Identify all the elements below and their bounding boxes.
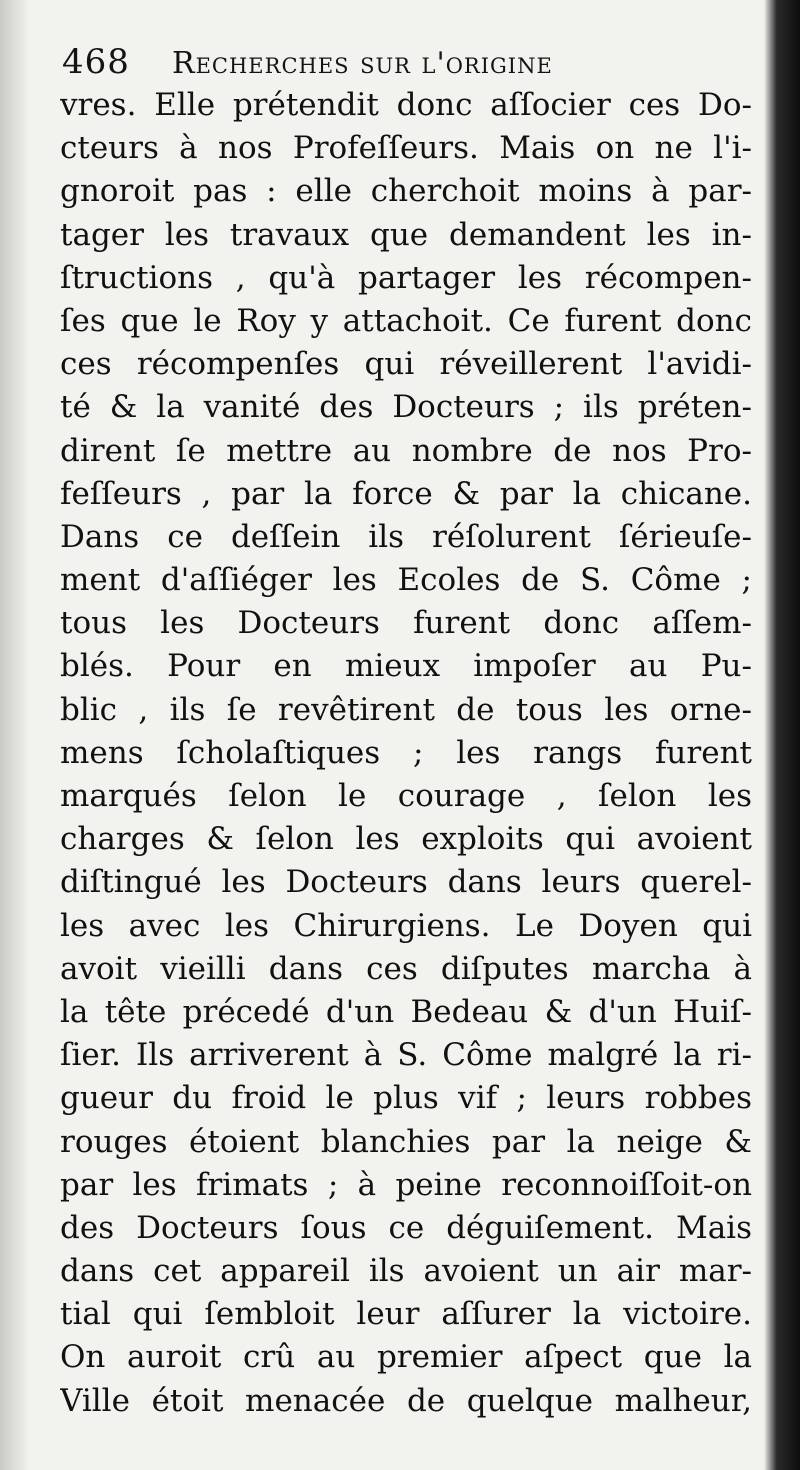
text-line: dans cet appareil ils avoient un air mar- <box>60 1253 752 1290</box>
text-line: Dans ce deſſein ils réſolurent ſérieuſe- <box>60 518 752 555</box>
text-line: On auroit crû au premier aſpect que la <box>60 1339 752 1376</box>
text-line: par les frimats ; à peine reconnoiſſoit-on <box>60 1166 752 1203</box>
text-line: avoit vieilli dans ces diſputes marcha à <box>60 950 752 987</box>
text-line: tous les Docteurs furent donc aſſem- <box>60 605 752 642</box>
text-line: gueur du froid le plus vif ; leurs robbes <box>60 1080 752 1117</box>
text-line: ment d'aſſiéger les Ecoles de S. Côme ; <box>60 562 752 599</box>
text-line: les avec les Chirurgiens. Le Doyen qui <box>60 907 752 944</box>
running-title: Recherches sur l'origine <box>172 46 553 81</box>
text-line: rouges étoient blanchies par la neige & <box>60 1123 752 1160</box>
text-line: té & la vanité des Docteurs ; ils préten- <box>60 389 752 426</box>
text-line: blés. Pour en mieux impoſer au Pu- <box>60 648 752 685</box>
page-header <box>62 38 752 88</box>
text-line: marqués ſelon le courage , ſelon les <box>60 778 752 814</box>
text-line: vres. Elle prétendit donc aſſocier ces Do- <box>60 87 752 123</box>
text-line: ſier. Ils arriverent à S. Côme malgré la ri- <box>60 1037 752 1074</box>
text-line: mens ſcholaſtiques ; les rangs furent <box>60 734 752 771</box>
page-number: 468 <box>62 42 130 82</box>
text-line: ces récompenſes qui réveillerent l'avidi- <box>60 346 752 383</box>
body-text <box>60 84 760 1423</box>
text-line: cteurs à nos Profeſſeurs. Mais on ne l'i- <box>60 130 752 167</box>
text-line: des Docteurs ſous ce déguiſement. Mais <box>60 1209 752 1246</box>
text-line: blic , ils ſe revêtirent de tous les orne- <box>60 691 752 728</box>
page-right-edge <box>764 0 800 1470</box>
text-line: tager les travaux que demandent les in- <box>60 216 752 253</box>
text-line: ſtructions , qu'à partager les récompen- <box>60 259 752 296</box>
page-gutter-shadow <box>0 0 30 1470</box>
text-line: ſes que le Roy y attachoit. Ce furent donc <box>60 302 752 339</box>
text-line: charges & ſelon les exploits qui avoient <box>60 821 752 858</box>
text-line: gnoroit pas : elle cherchoit moins à par- <box>60 173 752 210</box>
text-line: tial qui ſembloit leur aſſurer la victoire. <box>60 1296 752 1333</box>
text-line: Ville étoit menacée de quelque malheur, <box>60 1382 752 1419</box>
text-line: feſſeurs , par la force & par la chicane. <box>60 475 752 512</box>
text-line: la tête précedé d'un Bedeau & d'un Huiſ- <box>60 993 752 1030</box>
text-line: diſtingué les Docteurs dans leurs querel- <box>60 864 752 901</box>
text-line: dirent ſe mettre au nombre de nos Pro- <box>60 432 752 469</box>
